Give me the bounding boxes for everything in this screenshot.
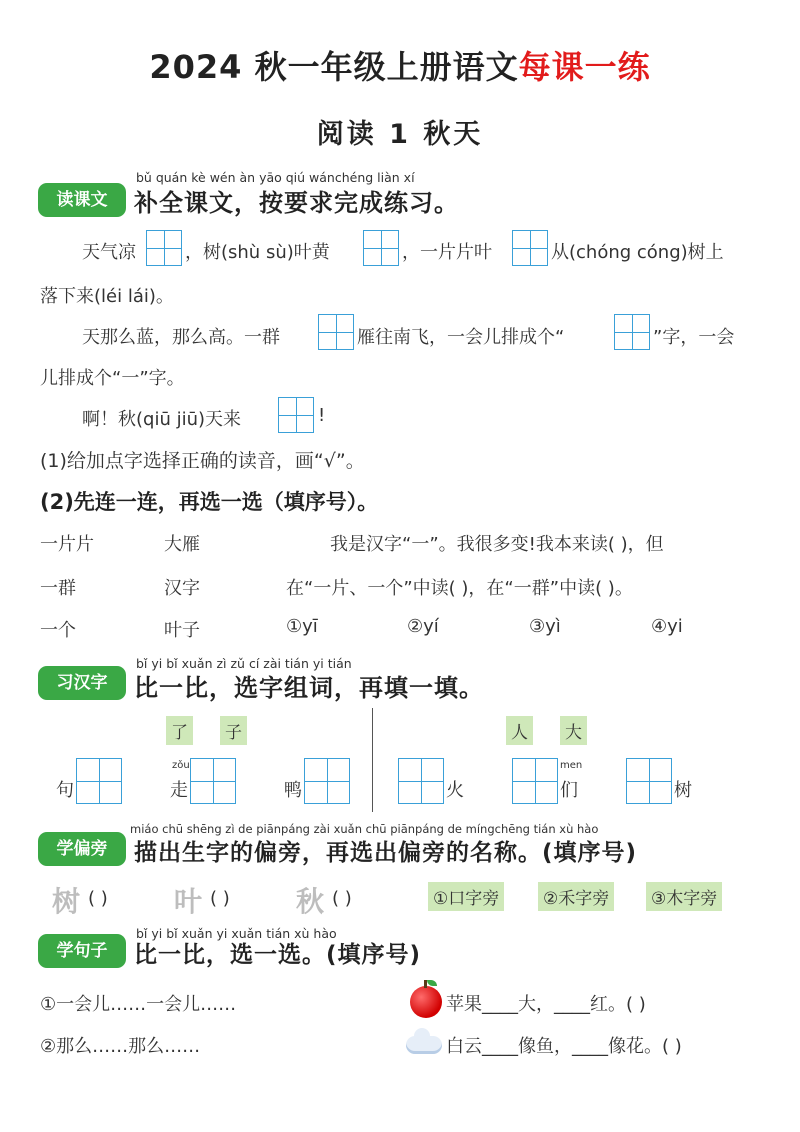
sec2-pinyin: bǐ yi bǐ xuǎn zì zǔ cí zài tián yi tián: [136, 656, 352, 671]
cloud-icon: [406, 1036, 442, 1054]
sec4-heading: 比一比，选一选。(填序号): [134, 942, 422, 968]
option-2: ②yí: [407, 616, 439, 637]
badge-sentences: 学句子: [38, 934, 126, 968]
badge-learn-chars: 习汉字: [38, 666, 126, 700]
char-shu: 树: [674, 780, 692, 801]
blank-box[interactable]: [363, 230, 399, 266]
ghost-char-qiu: 秋: [296, 885, 325, 918]
char-ya: 鸭: [284, 780, 302, 801]
mid-col-1: 大雁: [164, 534, 200, 555]
choice-tag: 大: [560, 716, 587, 745]
sec3-pinyin: miáo chū shēng zì de piānpáng zài xuǎn chū piānpáng de míngchēng tián xù hào: [130, 822, 599, 836]
sentence-option-2: ②那么……那么……: [40, 1036, 201, 1057]
badge-radicals: 学偏旁: [38, 832, 126, 866]
question-1: (1)给加点字选择正确的读音，画“√”。: [40, 450, 365, 472]
blank-box[interactable]: [318, 314, 354, 350]
radical-choice: ③木字旁: [646, 882, 722, 911]
p1e: 落下来(léi lái)。: [40, 286, 174, 307]
sec4-pinyin: bǐ yi bǐ xuǎn yi xuǎn tián xù hào: [136, 926, 337, 941]
p1c: ，一片片叶: [402, 242, 492, 263]
apple-icon: [410, 986, 442, 1018]
p3a: 啊！秋(qiū jiū)天来: [82, 409, 242, 430]
men-pinyin: men: [560, 760, 583, 771]
char-ju: 句: [56, 780, 74, 801]
title-highlight: 每课一练: [518, 48, 651, 86]
sec1-pinyin: bǔ quán kè wén àn yāo qiú wánchéng liàn xí: [136, 170, 415, 185]
blank-paren[interactable]: ( ): [210, 888, 230, 909]
zou-pinyin: zǒu: [172, 760, 190, 771]
divider: [372, 708, 373, 812]
sentence-option-1: ①一会儿……一会儿……: [40, 994, 237, 1015]
blank-box[interactable]: [512, 230, 548, 266]
page-title: 2024 秋一年级上册语文每课一练: [149, 48, 651, 86]
p3b: !: [318, 405, 326, 426]
blank-box[interactable]: [512, 758, 558, 804]
sec3-heading: 描出生字的偏旁，再选出偏旁的名称。(填序号): [134, 840, 638, 866]
blank-box[interactable]: [278, 397, 314, 433]
reading-line-2: 在“一片、一个”中读( )，在“一群”中读( )。: [286, 578, 633, 599]
radical-choice: ②禾字旁: [538, 882, 614, 911]
mid-col-2: 汉字: [164, 578, 200, 599]
mid-col-3: 叶子: [164, 620, 200, 641]
left-col-1: 一片片: [40, 534, 94, 555]
blank-box[interactable]: [190, 758, 236, 804]
blank-box[interactable]: [626, 758, 672, 804]
blank-paren[interactable]: ( ): [88, 888, 108, 909]
sentence-1: 苹果____大，____红。( ): [446, 994, 646, 1015]
sentence-2: 白云____像鱼，____像花。( ): [446, 1036, 682, 1057]
p1b: ，树(shù sù)叶黄: [185, 242, 330, 263]
char-zou: 走: [170, 780, 188, 801]
blank-box[interactable]: [146, 230, 182, 266]
choice-tag: 了: [166, 716, 193, 745]
question-2: (2)先连一连，再选一选（填序号）。: [40, 490, 379, 514]
choice-tag: 子: [220, 716, 247, 745]
blank-box[interactable]: [304, 758, 350, 804]
char-huo: 火: [446, 780, 464, 801]
p1a: 天气凉: [82, 242, 136, 263]
p2c: ”字，一会: [653, 327, 735, 348]
p2b: 雁往南飞，一会儿排成个“: [357, 327, 565, 348]
p2a: 天那么蓝，那么高。一群: [82, 327, 280, 348]
left-col-2: 一群: [40, 578, 76, 599]
left-col-3: 一个: [40, 620, 76, 641]
radical-choice: ①口字旁: [428, 882, 504, 911]
blank-box[interactable]: [614, 314, 650, 350]
choice-tag: 人: [506, 716, 533, 745]
reading-line-1: 我是汉字“一”。我很多变!我本来读( )，但: [330, 534, 664, 555]
blank-box[interactable]: [76, 758, 122, 804]
ghost-char-ye: 叶: [174, 885, 203, 918]
blank-paren[interactable]: ( ): [332, 888, 352, 909]
sec2-heading: 比一比，选字组词，再填一填。: [134, 674, 484, 702]
p2d: 儿排成个“一”字。: [40, 368, 185, 389]
blank-box[interactable]: [398, 758, 444, 804]
sec1-heading: 补全课文，按要求完成练习。: [134, 189, 459, 217]
badge-read-text: 读课文: [38, 183, 126, 217]
p1d: 从(chóng cóng)树上: [551, 242, 724, 263]
option-3: ③yì: [529, 616, 561, 637]
ghost-char-shu: 树: [52, 885, 81, 918]
char-men: 们: [560, 780, 578, 801]
lesson-title: 阅读 1 秋天: [316, 119, 484, 150]
option-1: ①yī: [286, 616, 318, 637]
option-4: ④yi: [651, 616, 683, 637]
